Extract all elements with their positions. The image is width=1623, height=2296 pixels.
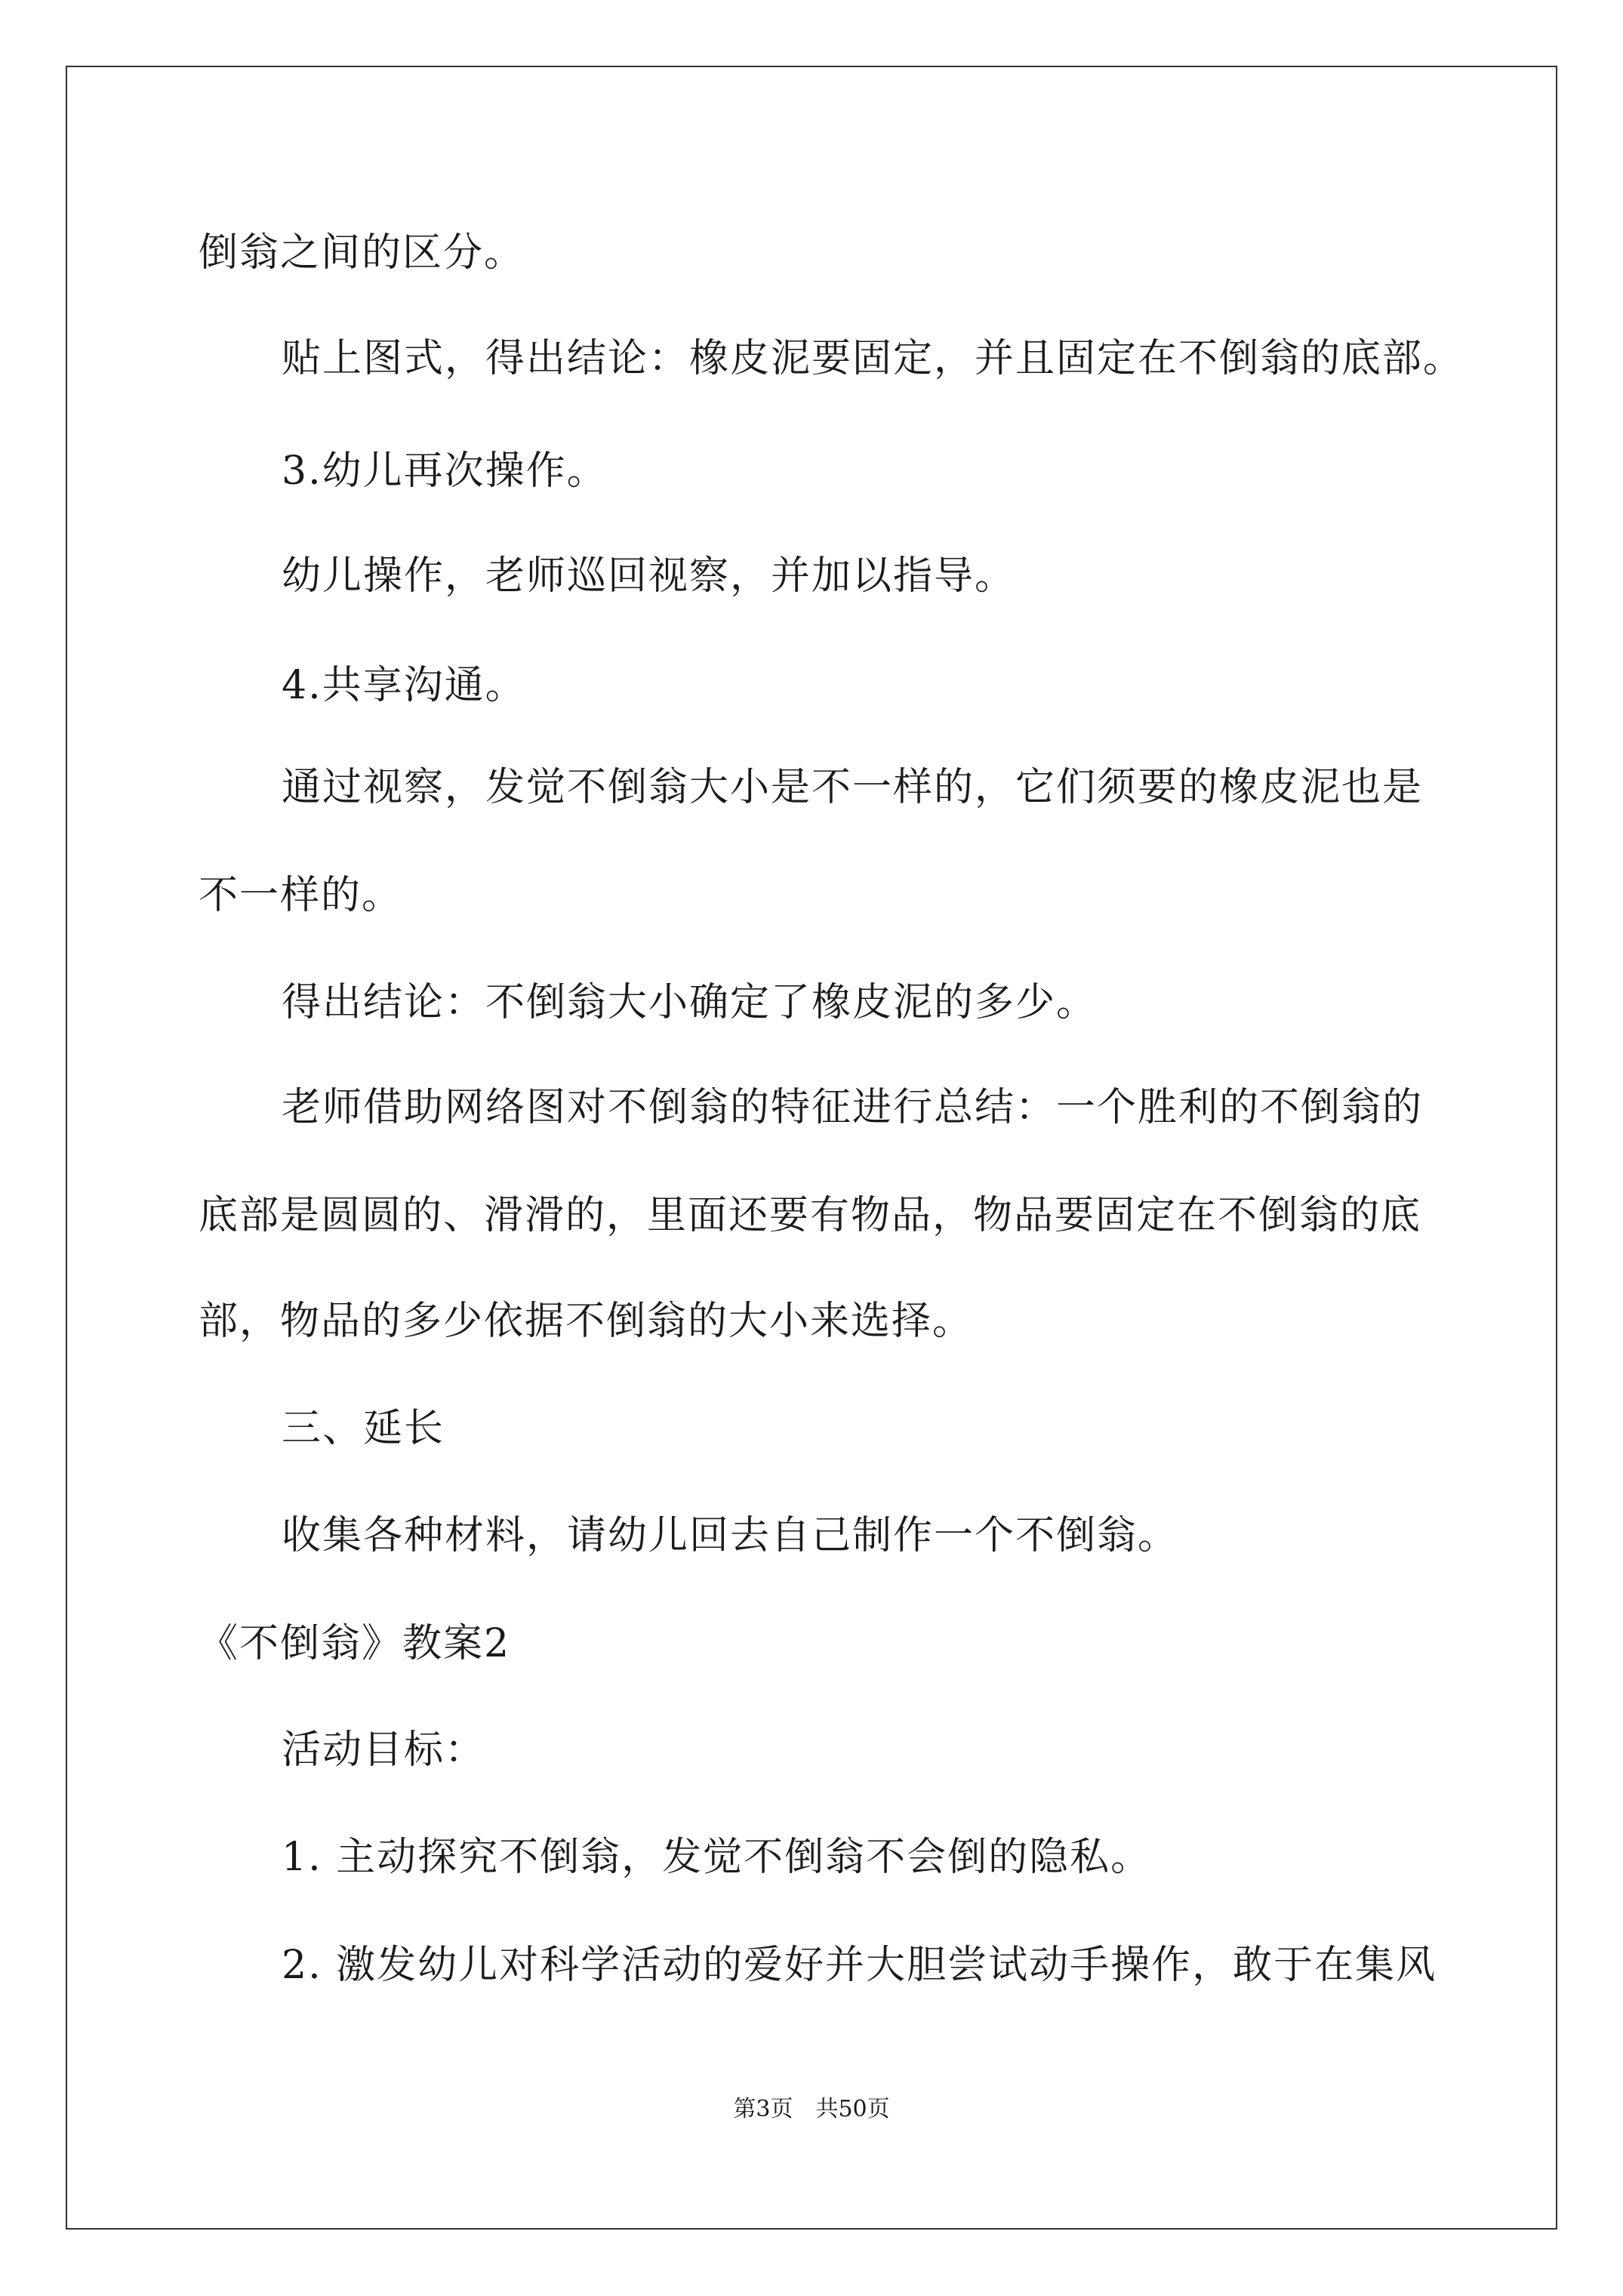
text-line: 不一样的。 xyxy=(199,873,403,918)
text-line: 倒翁之间的区分。 xyxy=(199,230,525,276)
text-line: 贴上图式，得出结论：橡皮泥要固定，并且固定在不倒翁的底部。 xyxy=(282,336,1464,381)
text-line: 收集各种材料，请幼儿回去自己制作一个不倒翁。 xyxy=(282,1513,1179,1558)
section-heading: 活动目标： xyxy=(282,1727,486,1773)
list-item: 1. 主动探究不倒翁，发觉不倒翁不会倒的隐私。 xyxy=(282,1835,1152,1880)
page-border xyxy=(66,66,1557,2230)
text-line: 老师借助网络图对不倒翁的特征进行总结：一个胜利的不倒翁的 xyxy=(282,1085,1424,1130)
text-line: 幼儿操作，老师巡回视察，并加以指导。 xyxy=(282,553,1016,599)
section-heading: 三、延长 xyxy=(282,1406,445,1451)
document-title: 《不倒翁》教案2 xyxy=(199,1621,511,1666)
text-line: 部，物品的多少依据不倒翁的大小来选择。 xyxy=(199,1299,974,1344)
text-line: 3.幼儿再次操作。 xyxy=(282,448,608,494)
text-line: 底部是圆圆的、滑滑的，里面还要有物品，物品要固定在不倒翁的底 xyxy=(199,1193,1422,1238)
text-line: 通过视察，发觉不倒翁大小是不一样的，它们须要的橡皮泥也是 xyxy=(282,765,1424,810)
text-line: 得出结论：不倒翁大小确定了橡皮泥的多少。 xyxy=(282,980,1098,1025)
text-line: 4.共享沟通。 xyxy=(282,663,526,708)
list-item: 2. 激发幼儿对科学活动的爱好并大胆尝试动手操作，敢于在集风 xyxy=(282,1943,1437,1988)
page-number: 第3页 共50页 xyxy=(733,2096,890,2122)
